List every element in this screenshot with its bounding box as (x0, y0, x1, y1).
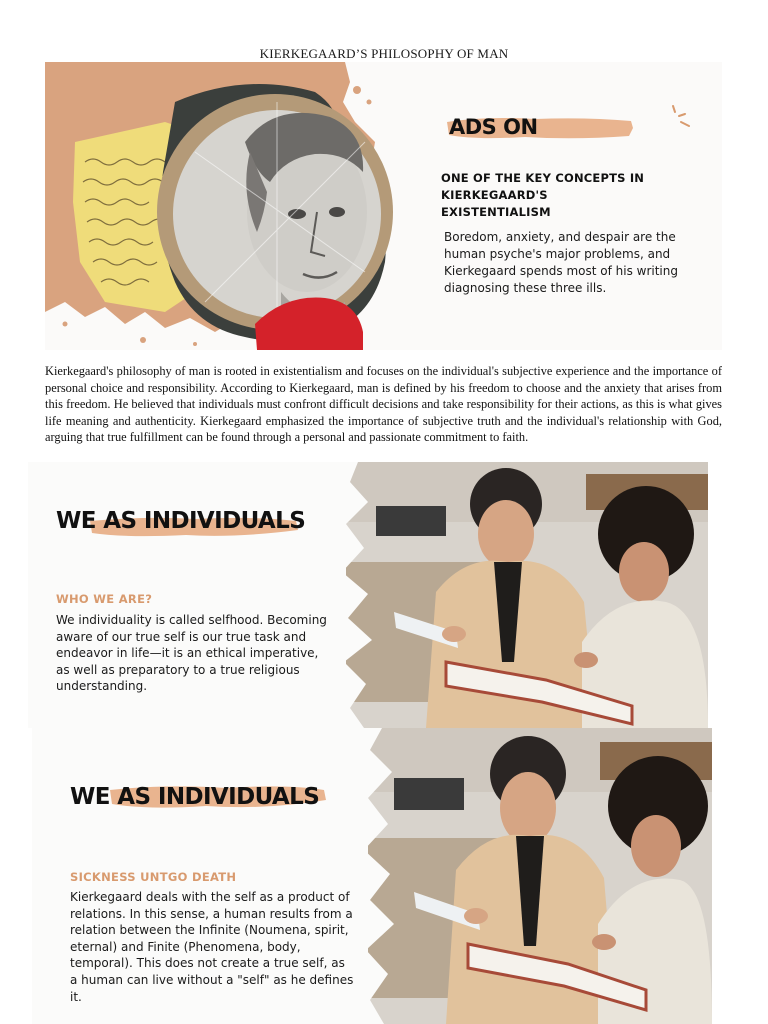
individuals-heading-1: WE AS INDIVIDUALS (56, 508, 336, 542)
students-reading-photo (346, 462, 708, 728)
individuals-card-1 (28, 462, 708, 728)
ads-on-panel (45, 62, 722, 350)
students-reading-photo (368, 728, 712, 1024)
sickness-unto-death-body: Kierkegaard deals with the self as a product of relations. In this sense, a human results from a relation between the Infinite (Noumena, spirit, eternal) and Finite (Phenomena, body, temporal). This does not create a true self, as a human can live without a "self" as he defines it. (70, 890, 354, 1004)
sickness-unto-death-label: SICKNESS UNTGO DEATH (70, 870, 237, 884)
who-we-are-label: WHO WE ARE? (56, 592, 153, 606)
ads-on-heading: ADS ON (445, 112, 635, 142)
who-we-are-body: We individuality is called selfhood. Becoming aware of our true self is our true task and endeavor in life—it is an ethical imperative, as well as preparatory to a true religious understanding. (56, 613, 327, 694)
document-title: KIERKEGAARD’S PHILOSOPHY OF MAN (259, 46, 509, 61)
torn-paper-edge (328, 462, 388, 728)
kierkegaard-portrait-collage (45, 62, 405, 350)
individuals-heading-2: WE AS INDIVIDUALS (70, 782, 360, 818)
torn-paper-edge (350, 728, 410, 1024)
ads-on-body: Boredom, anxiety, and despair are the human psyche's major problems, and Kierkegaard spends most of his writing diagnosing these three ills. (444, 230, 678, 295)
sparkle-accent-icon (667, 104, 695, 128)
intro-paragraph: Kierkegaard's philosophy of man is rooted in existentialism and focuses on the individual's subjective experience and the importance of personal choice and responsibility. According to Kierkegaard, man is defined by his freedom to choose and the anxiety that arises from this freedom. He believed that individuals must confront difficult decisions and take responsibility for their actions, as this is what gives life meaning and authenticity. Kierkegaard emphasized the importance of subjective truth and the individual's relationship with God, arguing that true fulfillment can be found through a personal and passionate commitment to faith. (45, 364, 722, 445)
ads-on-subheading: ONE OF THE KEY CONCEPTS IN KIERKEGAARD'S EXISTENTIALISM (441, 171, 645, 219)
individuals-card-2 (32, 728, 712, 1024)
